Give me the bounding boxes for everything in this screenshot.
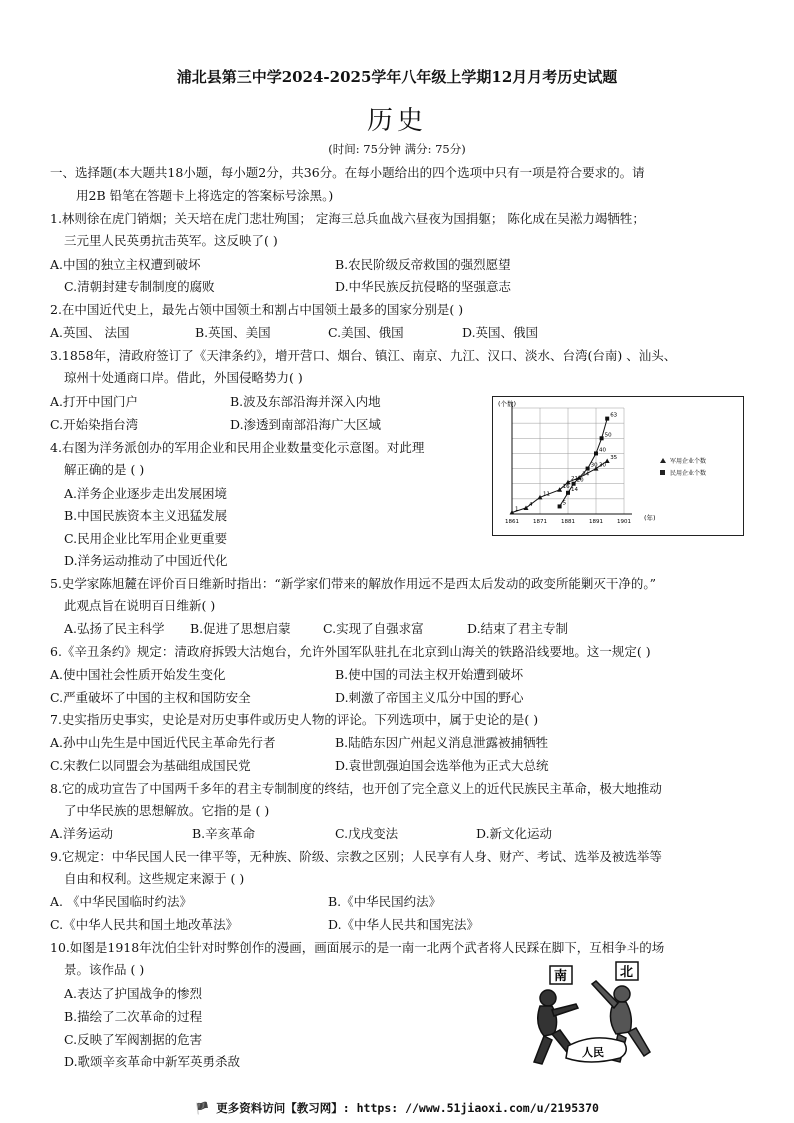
option-d: D.英国、俄国 [462, 325, 539, 340]
footer-link[interactable]: 🏴 更多资料访问【教习网】: https: //www.51jiaoxi.com/u/2195370 [195, 1101, 599, 1115]
chart-point-square [605, 417, 609, 421]
question-stem: 自由和权利。这些规定来源于 ( ) [64, 871, 245, 886]
chart-point-square [566, 491, 570, 495]
question-stem: 2.在中国近代史上，最先占领中国领土和割占中国领土最多的国家分别是( ) [50, 302, 464, 317]
question-stem: 琼州十处通商口岸。借此，外国侵略势力( ) [64, 370, 303, 385]
question-stem: 7.史实指历史事实，史论是对历史事件或历史人物的评论。下列选项中，属于史论的是( ) [50, 712, 539, 727]
chart-y-label: (个数) [498, 400, 517, 408]
option-c: C.民用企业比军用企业更重要 [64, 531, 228, 546]
chart-data-label: 30 [599, 462, 606, 469]
option-a: A.孙中山先生是中国近代民主革命先行者 [50, 735, 276, 750]
chart-data-label: 30 [590, 462, 598, 469]
question-stem: 8.它的成功宣告了中国两千多年的君主专制制度的终结，也开创了完全意义上的近代民族民主革命，极大地推动 [50, 781, 662, 796]
option-c: C.戊戌变法 [335, 826, 399, 841]
option-b: B.描绘了二次革命的过程 [64, 1009, 203, 1024]
option-c: C.宋教仁以同盟会为基础组成国民党 [50, 758, 251, 773]
chart-x-tick-label: 1901 [617, 519, 631, 525]
chart-x-tick-label: 1881 [561, 519, 575, 525]
question-stem: 6.《辛丑条约》规定：清政府拆毁大沽炮台，允许外国军队驻扎在北京到山海关的铁路沿线要地。这一规定( ) [50, 644, 651, 659]
exam-meta: (时间: 75分钟 满分: 75分) [328, 142, 466, 156]
option-b: B.英国、美国 [195, 325, 271, 340]
question-stem: 此观点旨在说明百日维新( ) [64, 598, 216, 613]
chart-point-square [594, 451, 598, 455]
people-figure [566, 1038, 626, 1062]
chart-x-label: (年) [644, 514, 656, 522]
option-c: C.严重破坏了中国的主权和国防安全 [50, 690, 251, 705]
option-b: B.使中国的司法主权开始遭到破坏 [335, 667, 524, 682]
warlord-cartoon [518, 958, 668, 1076]
option-a: A.打开中国门户 [50, 394, 139, 409]
section-instruction: 一、选择题(本大题共18小题，每小题2分，共36分。在每小题给出的四个选项中只有一项是符合要求的。请 [50, 165, 645, 180]
south-label: 南 [554, 969, 568, 984]
option-d: D.渗透到南部沿海广大区域 [230, 417, 382, 432]
option-a: A.表达了护国战争的惨烈 [64, 986, 203, 1001]
legend-square-marker [660, 470, 665, 475]
section-instruction-cont: 用2B 铅笔在答题卡上将选定的答案标号涂黑。) [76, 188, 334, 203]
option-a: A. 《中华民国临时约法》 [50, 894, 192, 909]
subject-heading: 历史 [366, 106, 427, 136]
chart-point-square [558, 504, 562, 508]
option-a: A.中国的独立主权遭到破坏 [50, 257, 201, 272]
chart-x-tick-label: 1861 [505, 519, 519, 525]
question-stem: 1.林则徐在虎门销烟；关天培在虎门悲壮殉国； 定海三总兵血战六昼夜为国捐躯； 陈化成在吴淞力竭牺牲； [50, 211, 645, 226]
option-c: C.清朝封建专制制度的腐败 [64, 279, 215, 294]
option-c: C.美国、俄国 [328, 325, 404, 340]
option-c: C.《中华人民共和国土地改革法》 [50, 917, 239, 932]
chart-point-square [586, 467, 590, 471]
chart-point-square [572, 482, 576, 486]
option-d: D.袁世凯强迫国会选举他为正式大总统 [335, 758, 549, 773]
chart-data-label: 4 [529, 501, 533, 508]
option-b: B.辛亥革命 [192, 826, 256, 841]
people-label: 人民 [582, 1046, 604, 1059]
option-d: D.结束了君主专制 [467, 621, 569, 636]
question-stem: 10.如图是1918年沈伯尘针对时弊创作的漫画，画面展示的是一南一北两个武者将人民踩在脚下，互相争斗的场 [50, 940, 665, 955]
option-a: A.使中国社会性质开始发生变化 [50, 667, 226, 682]
chart-data-label: 1 [515, 506, 519, 513]
question-stem: 解正确的是 ( ) [64, 462, 145, 477]
option-b: B.《中华民国约法》 [328, 894, 442, 909]
option-d: D.刺激了帝国主义瓜分中国的野心 [335, 690, 524, 705]
question-stem: 5.史学家陈旭麓在评价百日维新时指出：“新学家们带来的解放作用远不是西太后发动的政变所能剿灭干净的。” [50, 576, 656, 591]
option-d: D.中华民族反抗侵略的坚强意志 [335, 279, 512, 294]
question-stem: 9.它规定：中华民国人民一律平等，无种族、阶级、宗教之区别；人民享有人身、财产、考试、选举及被选举等 [50, 849, 662, 864]
chart-data-label: 50 [604, 432, 612, 439]
question-stem: 三元里人民英勇抗击英军。这反映了( ) [64, 233, 278, 248]
chart-data-label: 16 [562, 483, 570, 490]
option-c: C.开始染指台湾 [50, 417, 139, 432]
option-d: D.新文化运动 [476, 826, 553, 841]
option-a: A.弘扬了民主科学 [64, 621, 165, 636]
question-stem: 景。该作品 ( ) [64, 962, 145, 977]
chart-data-label: 21 [571, 476, 578, 483]
chart-data-label: 5 [562, 500, 567, 507]
legend-civil: 民用企业个数 [670, 470, 707, 477]
north-label: 北 [620, 965, 634, 980]
chart-x-tick-label: 1871 [533, 519, 547, 525]
chart-x-tick-label: 1891 [589, 519, 603, 525]
chart-point-square [600, 436, 604, 440]
option-a: A.洋务企业逐步走出发展困境 [64, 486, 228, 501]
chart-frame [493, 397, 744, 536]
chart-data-label: 11 [543, 491, 550, 498]
option-a: A.英国、 法国 [50, 325, 130, 340]
chart-data-label: 14 [571, 486, 578, 493]
legend-military: 军用企业个数 [670, 458, 707, 465]
option-b: B.促进了思想启蒙 [190, 621, 291, 636]
question-stem: 3.1858年，清政府签订了《天津条约》，增开营口、烟台、镇江、南京、九江、汉口、淡水、台湾(台南) 、汕头、 [50, 348, 677, 363]
exam-title: 浦北县第三中学2024-2025学年八年级上学期12月月考历史试题 [176, 68, 618, 86]
option-d: D.洋务运动推动了中国近代化 [64, 553, 228, 568]
chart-data-label: 40 [599, 447, 606, 454]
option-b: B.波及东部沿海并深入内地 [230, 394, 381, 409]
option-d: D.《中华人民共和国宪法》 [328, 917, 480, 932]
option-a: A.洋务运动 [50, 826, 114, 841]
option-b: B.农民阶级反帝救国的强烈愿望 [335, 257, 511, 272]
chart-data-label: 35 [610, 455, 618, 461]
option-c: C.实现了自强求富 [323, 621, 424, 636]
question-stem: 了中华民族的思想解放。它指的是 ( ) [64, 803, 270, 818]
question-stem: 4.右图为洋务派创办的军用企业和民用企业数量变化示意图。对此理 [50, 440, 425, 455]
enterprise-count-chart [492, 396, 744, 536]
chart-data-label: 20 [576, 477, 584, 484]
option-d: D.歌颂辛亥革命中新军英勇杀敌 [64, 1054, 241, 1069]
option-b: B.中国民族资本主义迅猛发展 [64, 508, 228, 523]
option-b: B.陆皓东因广州起义消息泄露被捕牺牲 [335, 735, 549, 750]
chart-data-label: 63 [610, 412, 618, 419]
option-c: C.反映了军阀割据的危害 [64, 1032, 203, 1047]
chart-data-label: 24 [582, 471, 590, 478]
